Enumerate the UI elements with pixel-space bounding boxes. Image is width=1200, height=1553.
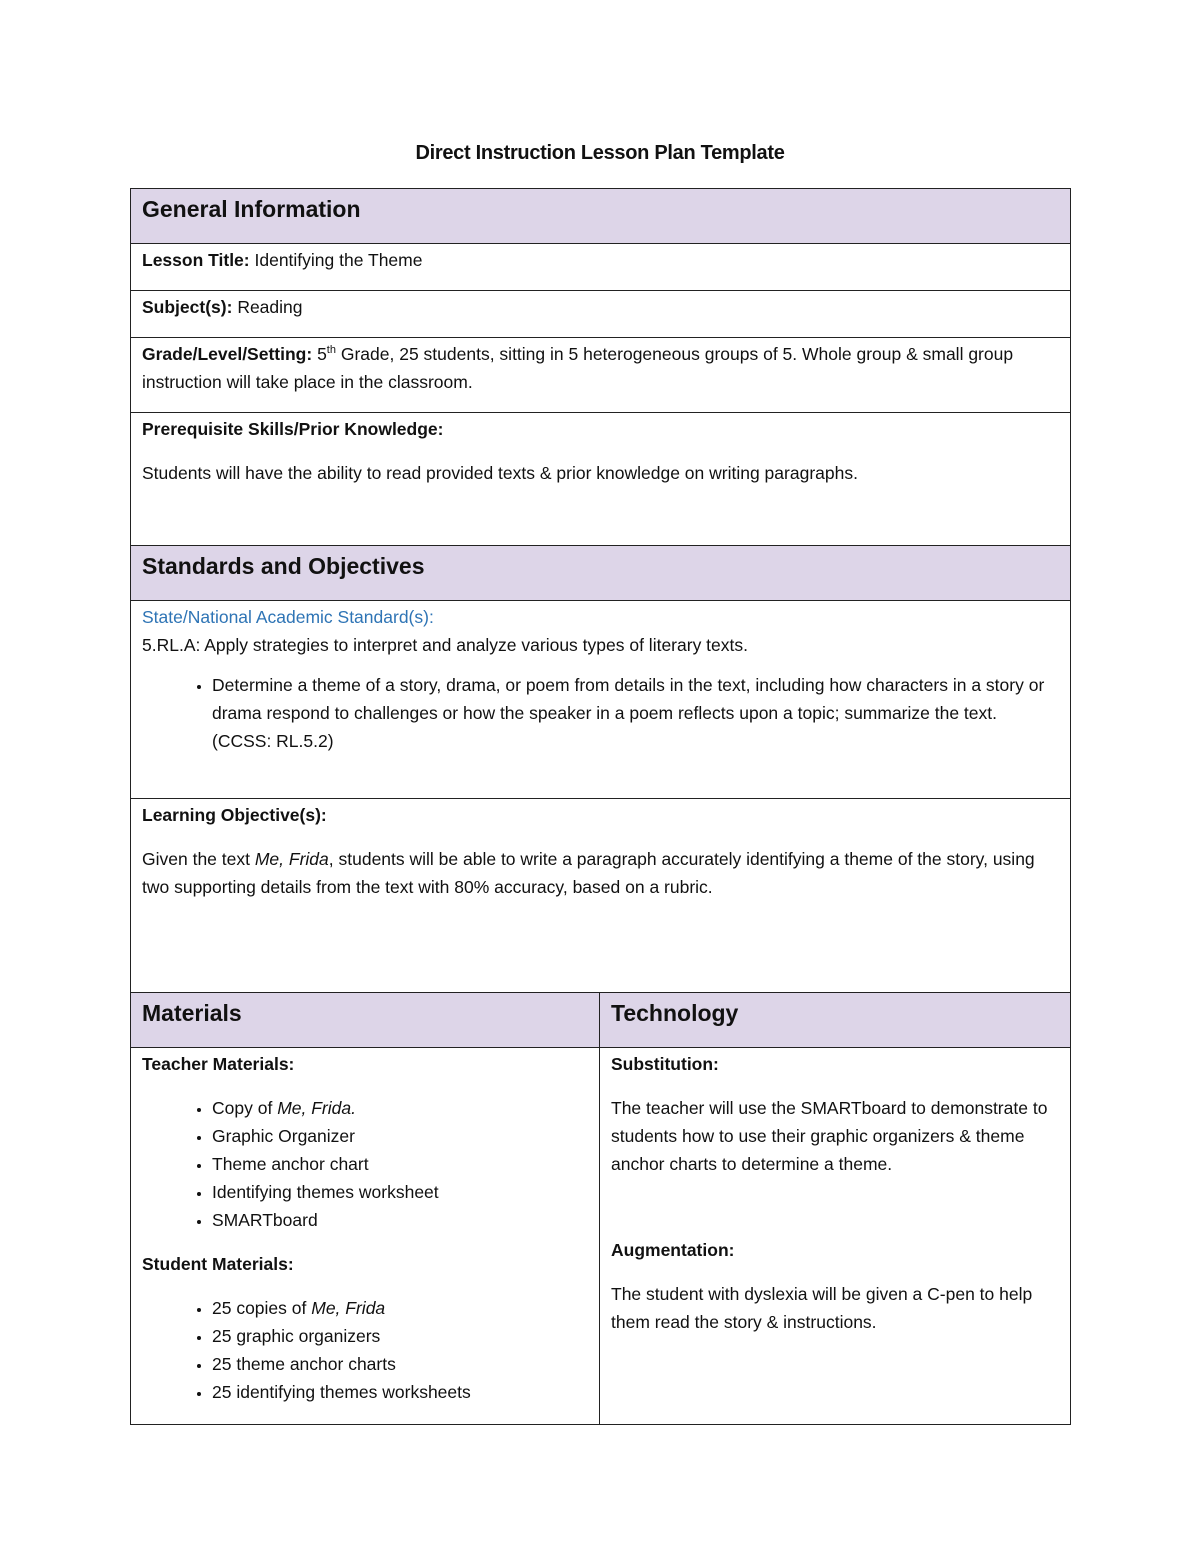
subject-label: Subject(s): [142,297,233,317]
materials-header: Materials [131,993,600,1048]
standard-bullets [142,671,1059,755]
grade-number: 5 [317,344,327,364]
list-item: • 25 identifying themes worksheets [212,1378,588,1406]
grade-suffix: th [326,344,336,357]
materials-cell [131,1048,600,1425]
student-materials-label: Student Materials: [142,1254,294,1274]
list-item: • Theme anchor chart [212,1150,588,1178]
substitution-label: Substitution: [611,1054,719,1074]
lesson-title-row [131,244,1071,291]
prereq-value: Students will have the ability to read provided texts & prior knowledge on writing paragraphs. [142,463,858,483]
subject-row [131,291,1071,338]
objective-book: Me, Frida [254,849,329,869]
standard-code: 5.RL.A: Apply strategies to interpret and analyze various types of literary texts. [142,635,748,655]
substitution-value: The teacher will use the SMARTboard to demonstrate to students how to use their graphic organizers & theme anchor charts to determine a theme. [611,1098,1048,1174]
technology-header: Technology [600,993,1071,1048]
augmentation-value: The student with dyslexia will be given a C-pen to help them read the story & instructions. [611,1284,1033,1332]
list-item: • 25 graphic organizers [212,1322,588,1350]
teacher-materials-list [142,1094,588,1234]
grade-row [131,338,1071,413]
general-information-header: General Information [131,189,1071,244]
lesson-plan-table [130,188,1071,1425]
objective-pre: Given the text [142,849,250,869]
list-item: • 25 theme anchor charts [212,1350,588,1378]
augmentation-label: Augmentation: [611,1240,735,1260]
list-item: • Copy of Me, Frida. [212,1094,588,1122]
subject-value: Reading [237,297,303,317]
technology-cell [600,1048,1071,1425]
lesson-title-label: Lesson Title: [142,250,250,270]
standard-bullet: • Determine a theme of a story, drama, or poem from details in the text, including how characters in a story or drama respond to challenges or how the speaker in a poem reflects upon a topic; summarize the text. (CCSS: RL.5.2) [212,671,1059,755]
student-materials-list [142,1294,588,1406]
grade-value: Grade, 25 students, sitting in 5 heterogeneous groups of 5. Whole group & small group instruction will take place in the classroom. [142,344,1014,392]
standard-label: State/National Academic Standard(s): [142,607,434,627]
list-item: • Graphic Organizer [212,1122,588,1150]
list-item: • 25 copies of Me, Frida [212,1294,588,1322]
list-item: • Identifying themes worksheet [212,1178,588,1206]
list-item: • SMARTboard [212,1206,588,1234]
objective-row [131,799,1071,993]
lesson-title-value: Identifying the Theme [254,250,423,270]
document-title: Direct Instruction Lesson Plan Template [415,142,785,164]
grade-label: Grade/Level/Setting: [142,344,313,364]
teacher-materials-label: Teacher Materials: [142,1054,295,1074]
objective-post: , students will be able to write a paragraph accurately identifying a theme of the story, using two supporting details from the text with 80% accuracy, based on a rubric. [142,849,1035,897]
standards-row [131,601,1071,799]
standards-objectives-header: Standards and Objectives [131,546,1071,601]
prereq-label: Prerequisite Skills/Prior Knowledge: [142,419,444,439]
objective-label: Learning Objective(s): [142,805,327,825]
objective-text [142,845,1059,901]
prereq-row [131,413,1071,546]
